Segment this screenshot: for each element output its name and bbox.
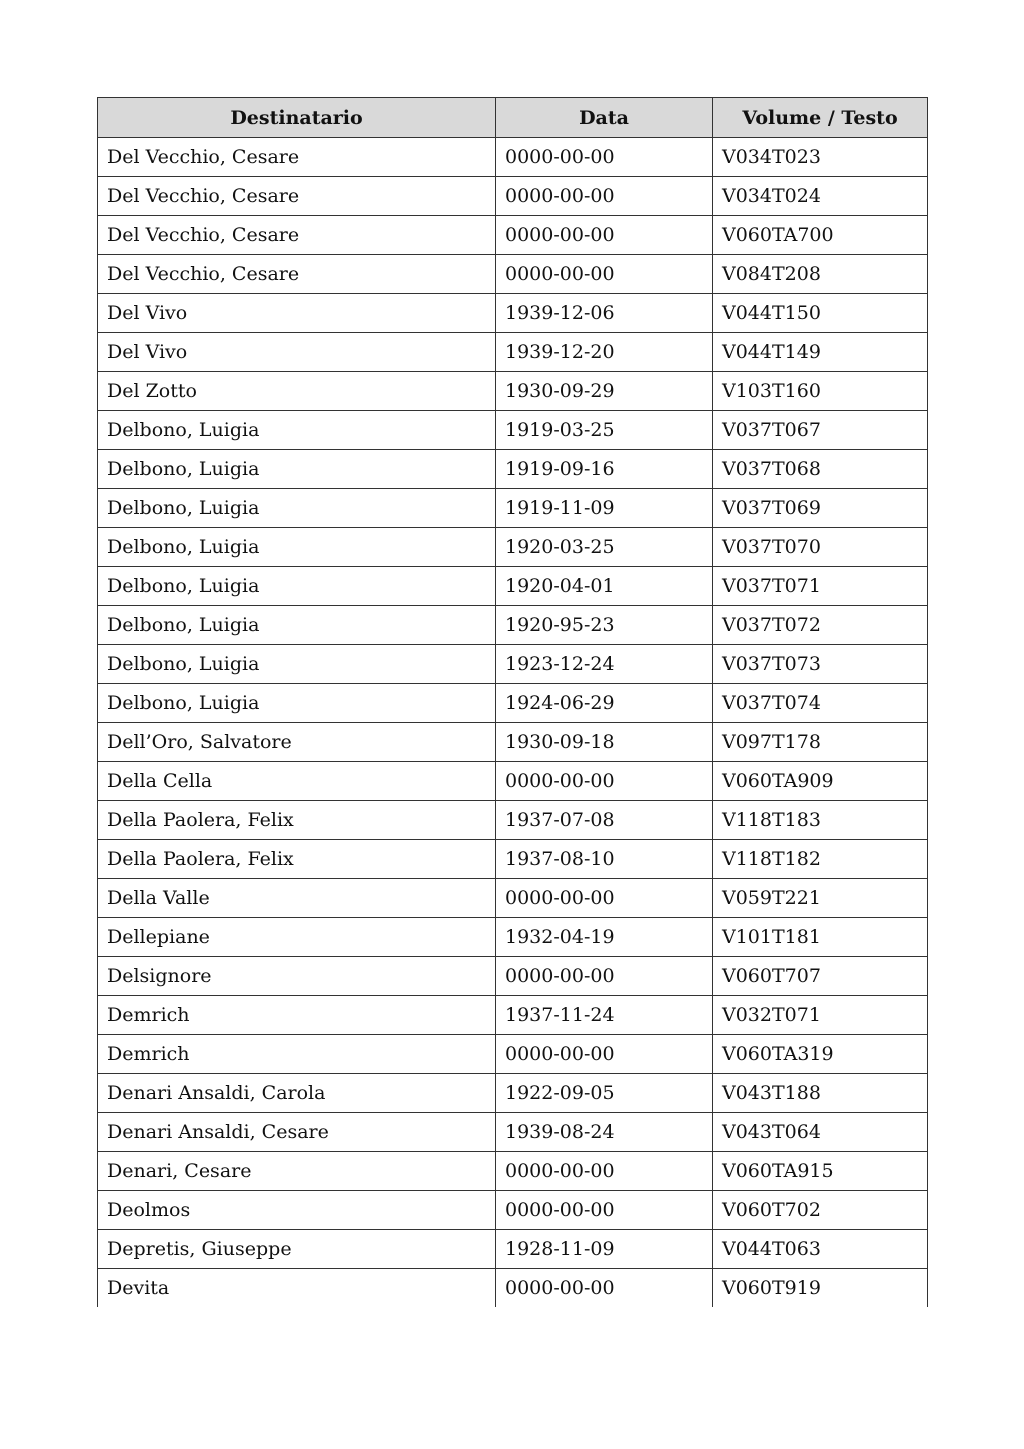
table-row xyxy=(98,762,928,801)
cell-destinatario: Della Valle xyxy=(98,879,496,918)
table-row xyxy=(98,1269,928,1308)
cell-volume-testo: V037T067 xyxy=(713,411,928,450)
cell-volume-testo: V101T181 xyxy=(713,918,928,957)
cell-volume-testo: V060T919 xyxy=(713,1269,928,1308)
cell-destinatario: Depretis, Giuseppe xyxy=(98,1230,496,1269)
cell-volume-testo: V043T064 xyxy=(713,1113,928,1152)
header-destinatario: Destinatario xyxy=(98,98,496,138)
cell-destinatario: Del Vecchio, Cesare xyxy=(98,138,496,177)
cell-data: 1937-11-24 xyxy=(496,996,713,1035)
cell-volume-testo: V044T149 xyxy=(713,333,928,372)
table-row xyxy=(98,1074,928,1113)
table-row xyxy=(98,411,928,450)
cell-volume-testo: V034T024 xyxy=(713,177,928,216)
cell-destinatario: Denari, Cesare xyxy=(98,1152,496,1191)
cell-data: 1937-08-10 xyxy=(496,840,713,879)
table-row xyxy=(98,177,928,216)
cell-data: 1932-04-19 xyxy=(496,918,713,957)
cell-volume-testo: V060TA319 xyxy=(713,1035,928,1074)
cell-data: 0000-00-00 xyxy=(496,879,713,918)
cell-destinatario: Demrich xyxy=(98,996,496,1035)
table-row xyxy=(98,996,928,1035)
cell-volume-testo: V037T069 xyxy=(713,489,928,528)
cell-destinatario: Del Vecchio, Cesare xyxy=(98,177,496,216)
table-row xyxy=(98,1152,928,1191)
cell-destinatario: Della Paolera, Felix xyxy=(98,801,496,840)
cell-data: 1922-09-05 xyxy=(496,1074,713,1113)
cell-data: 1919-09-16 xyxy=(496,450,713,489)
cell-destinatario: Della Paolera, Felix xyxy=(98,840,496,879)
cell-data: 0000-00-00 xyxy=(496,957,713,996)
cell-data: 1923-12-24 xyxy=(496,645,713,684)
cell-volume-testo: V037T072 xyxy=(713,606,928,645)
cell-data: 0000-00-00 xyxy=(496,1269,713,1308)
table-row xyxy=(98,294,928,333)
cell-destinatario: Delbono, Luigia xyxy=(98,645,496,684)
table-row xyxy=(98,918,928,957)
cell-data: 0000-00-00 xyxy=(496,138,713,177)
table-row xyxy=(98,645,928,684)
cell-destinatario: Denari Ansaldi, Carola xyxy=(98,1074,496,1113)
cell-destinatario: Dell’Oro, Salvatore xyxy=(98,723,496,762)
table-row xyxy=(98,372,928,411)
cell-volume-testo: V043T188 xyxy=(713,1074,928,1113)
table-row xyxy=(98,723,928,762)
cell-volume-testo: V037T074 xyxy=(713,684,928,723)
cell-volume-testo: V044T063 xyxy=(713,1230,928,1269)
cell-data: 0000-00-00 xyxy=(496,1152,713,1191)
cell-volume-testo: V032T071 xyxy=(713,996,928,1035)
cell-destinatario: Delbono, Luigia xyxy=(98,411,496,450)
cell-volume-testo: V097T178 xyxy=(713,723,928,762)
cell-destinatario: Del Vecchio, Cesare xyxy=(98,255,496,294)
cell-volume-testo: V084T208 xyxy=(713,255,928,294)
cell-data: 0000-00-00 xyxy=(496,216,713,255)
cell-data: 0000-00-00 xyxy=(496,762,713,801)
cell-destinatario: Delbono, Luigia xyxy=(98,489,496,528)
cell-volume-testo: V044T150 xyxy=(713,294,928,333)
cell-volume-testo: V060T702 xyxy=(713,1191,928,1230)
table-row xyxy=(98,216,928,255)
table-row xyxy=(98,528,928,567)
cell-data: 0000-00-00 xyxy=(496,1035,713,1074)
cell-data: 0000-00-00 xyxy=(496,1191,713,1230)
cell-volume-testo: V034T023 xyxy=(713,138,928,177)
cell-destinatario: Del Vecchio, Cesare xyxy=(98,216,496,255)
cell-data: 1937-07-08 xyxy=(496,801,713,840)
cell-data: 1930-09-29 xyxy=(496,372,713,411)
cell-volume-testo: V037T070 xyxy=(713,528,928,567)
table-row xyxy=(98,450,928,489)
cell-destinatario: Demrich xyxy=(98,1035,496,1074)
cell-destinatario: Denari Ansaldi, Cesare xyxy=(98,1113,496,1152)
table-row xyxy=(98,684,928,723)
cell-volume-testo: V060TA915 xyxy=(713,1152,928,1191)
table-row xyxy=(98,606,928,645)
table-row xyxy=(98,840,928,879)
table-row xyxy=(98,1230,928,1269)
cell-data: 0000-00-00 xyxy=(496,177,713,216)
table-row xyxy=(98,567,928,606)
cell-destinatario: Delbono, Luigia xyxy=(98,684,496,723)
cell-destinatario: Della Cella xyxy=(98,762,496,801)
cell-data: 1930-09-18 xyxy=(496,723,713,762)
cell-volume-testo: V060TA700 xyxy=(713,216,928,255)
cell-destinatario: Devita xyxy=(98,1269,496,1308)
cell-volume-testo: V118T183 xyxy=(713,801,928,840)
cell-destinatario: Del Zotto xyxy=(98,372,496,411)
letters-table xyxy=(97,97,928,1307)
cell-data: 1924-06-29 xyxy=(496,684,713,723)
table-row xyxy=(98,1035,928,1074)
cell-data: 1919-03-25 xyxy=(496,411,713,450)
table-row xyxy=(98,879,928,918)
cell-destinatario: Deolmos xyxy=(98,1191,496,1230)
cell-volume-testo: V103T160 xyxy=(713,372,928,411)
cell-destinatario: Delbono, Luigia xyxy=(98,528,496,567)
cell-data: 1939-08-24 xyxy=(496,1113,713,1152)
cell-volume-testo: V037T073 xyxy=(713,645,928,684)
table-body xyxy=(98,138,928,1308)
table-row xyxy=(98,489,928,528)
cell-data: 1939-12-20 xyxy=(496,333,713,372)
table-row xyxy=(98,957,928,996)
cell-volume-testo: V059T221 xyxy=(713,879,928,918)
table-row xyxy=(98,138,928,177)
cell-data: 1920-04-01 xyxy=(496,567,713,606)
header-volume-testo: Volume / Testo xyxy=(713,98,928,138)
cell-data: 1928-11-09 xyxy=(496,1230,713,1269)
cell-volume-testo: V037T068 xyxy=(713,450,928,489)
cell-destinatario: Delbono, Luigia xyxy=(98,606,496,645)
cell-volume-testo: V118T182 xyxy=(713,840,928,879)
table-row xyxy=(98,255,928,294)
table-row xyxy=(98,1113,928,1152)
cell-data: 0000-00-00 xyxy=(496,255,713,294)
cell-volume-testo: V037T071 xyxy=(713,567,928,606)
cell-data: 1919-11-09 xyxy=(496,489,713,528)
cell-destinatario: Del Vivo xyxy=(98,294,496,333)
cell-volume-testo: V060TA909 xyxy=(713,762,928,801)
cell-data: 1920-03-25 xyxy=(496,528,713,567)
table-row xyxy=(98,801,928,840)
cell-destinatario: Del Vivo xyxy=(98,333,496,372)
cell-data: 1920-95-23 xyxy=(496,606,713,645)
table-row xyxy=(98,333,928,372)
cell-volume-testo: V060T707 xyxy=(713,957,928,996)
table-row xyxy=(98,1191,928,1230)
cell-destinatario: Delsignore xyxy=(98,957,496,996)
cell-destinatario: Dellepiane xyxy=(98,918,496,957)
header-data: Data xyxy=(496,98,713,138)
cell-destinatario: Delbono, Luigia xyxy=(98,450,496,489)
table-header-row xyxy=(98,98,928,138)
cell-destinatario: Delbono, Luigia xyxy=(98,567,496,606)
cell-data: 1939-12-06 xyxy=(496,294,713,333)
